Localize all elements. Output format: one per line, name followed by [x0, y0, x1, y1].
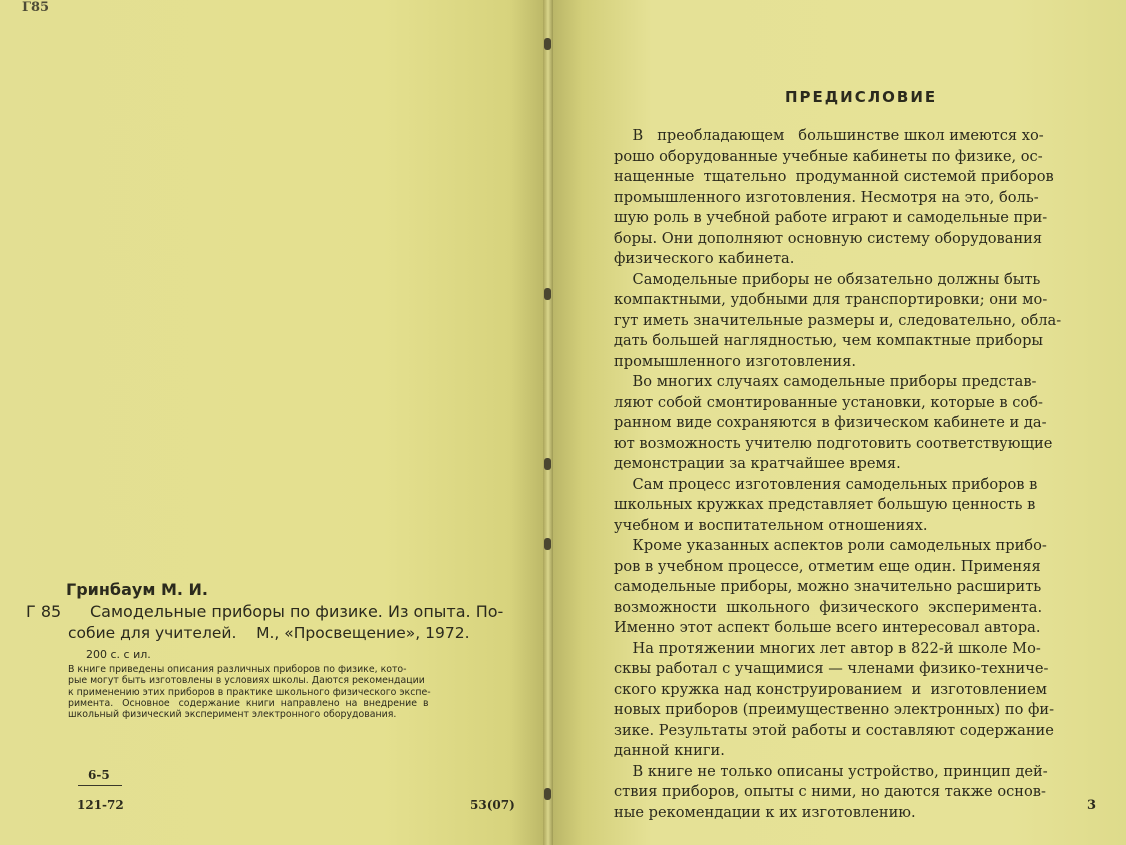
text-line: промышленного изготовления.	[614, 352, 857, 370]
annotation-line: В книге приведены описания различных приборов по физике, кото-	[68, 664, 407, 675]
text-line: боры. Они дополняют основную систему оборудования	[614, 229, 1043, 247]
text-line: В книге не только описаны устройство, принцип дей-	[614, 762, 1048, 780]
text-line: На протяжении многих лет автор в 822-й школе Мо-	[614, 639, 1041, 657]
text-line: Сам процесс изготовления самодельных приборов в	[614, 475, 1038, 493]
text-line: учебном и воспитательном отношениях.	[614, 516, 928, 534]
binding-stitch	[544, 288, 551, 300]
text-line: ют возможность учителю подготовить соответствующие	[614, 434, 1053, 452]
text-line: компактными, удобными для транспортировки; они мо-	[614, 291, 1048, 308]
text-line: ствия приборов, опыты с ними, но даются также основ-	[614, 783, 1046, 800]
annotation-line: рые могут быть изготовлены в условиях школы. Даются рекомендации	[68, 675, 425, 687]
text-line: ляют собой смонтированные установки, которые в соб-	[614, 393, 1043, 411]
text-line: физического кабинета.	[614, 250, 795, 267]
text-line: демонстрации за кратчайшее время.	[614, 455, 901, 472]
classification-code-bottom: 121-72	[77, 798, 124, 812]
bibliographic-line-2: собие для учителей. М., «Просвещение», 1972.	[68, 624, 470, 642]
index-code: Г 85	[26, 602, 62, 621]
text-line: Во многих случаях самодельные приборы представ-	[614, 373, 1037, 390]
text-line: ров в учебном процессе, отметим еще один. Применяя	[614, 557, 1041, 575]
annotation-line: римента. Основное содержание книги направлено на внедрение в	[68, 697, 429, 709]
annotation-line: школьный физический эксперимент электронного оборудования.	[68, 709, 397, 721]
classification-code-top: 6-5	[88, 768, 110, 782]
text-line: возможности школьного физического эксперимента.	[614, 598, 1043, 616]
text-line: самодельные приборы, можно значительно расширить	[614, 578, 1042, 595]
text-line: данной книги.	[614, 742, 725, 759]
annotation	[68, 664, 528, 720]
page-number: 3	[1087, 798, 1097, 813]
text-line: школьных кружках представляет большую ценность в	[614, 496, 1036, 513]
text-line: сквы работал с учащимися — членами физико-техниче-	[614, 660, 1049, 677]
text-line: Именно этот аспект больше всего интересовал автора.	[614, 619, 1041, 636]
binding-stitch	[544, 38, 551, 50]
text-line: ского кружка над конструированием и изготовлением	[614, 680, 1047, 698]
text-line: рошо оборудованные учебные кабинеты по физике, ос-	[614, 147, 1043, 165]
text-line: нащенные тщательно продуманной системой приборов	[614, 168, 1054, 185]
text-line: ранном виде сохраняются в физическом кабинете и да-	[614, 414, 1047, 431]
text-line: В преобладающем большинстве школ имеются хо-	[614, 127, 1044, 144]
text-line: новых приборов (преимущественно электронных) по фи-	[614, 701, 1055, 718]
text-line: промышленного изготовления. Несмотря на это, боль-	[614, 188, 1039, 206]
binding-stitch	[544, 458, 551, 470]
author-name: Гринбаум М. И.	[66, 580, 208, 599]
page-count: 200 с. с ил.	[86, 648, 151, 661]
text-line: гут иметь значительные размеры и, следовательно, обла-	[614, 311, 1062, 329]
binding-stitch	[544, 538, 551, 550]
corner-code: Г85	[22, 0, 50, 15]
preface-title: ПРЕДИСЛОВИЕ	[785, 88, 938, 106]
text-line: Кроме указанных аспектов роли самодельных прибо-	[614, 537, 1047, 554]
text-line: шую роль в учебной работе играют и самодельные при-	[614, 209, 1048, 226]
text-line: зике. Результаты этой работы и составляют содержание	[614, 721, 1054, 739]
bibliographic-line-1: Самодельные приборы по физике. Из опыта. По-	[90, 602, 504, 621]
text-line: ные рекомендации к их изготовлению.	[614, 803, 916, 821]
text-line: Самодельные приборы не обязательно должны быть	[614, 270, 1041, 288]
preface-body	[614, 126, 1104, 823]
udc-code: 53(07)	[470, 798, 515, 812]
annotation-line: к применению этих приборов в практике школьного физического экспе-	[68, 686, 431, 698]
code-divider	[78, 785, 122, 786]
binding-stitch	[544, 788, 551, 800]
book-spine	[543, 0, 553, 845]
text-line: дать большей наглядностью, чем компактные приборы	[614, 332, 1044, 349]
